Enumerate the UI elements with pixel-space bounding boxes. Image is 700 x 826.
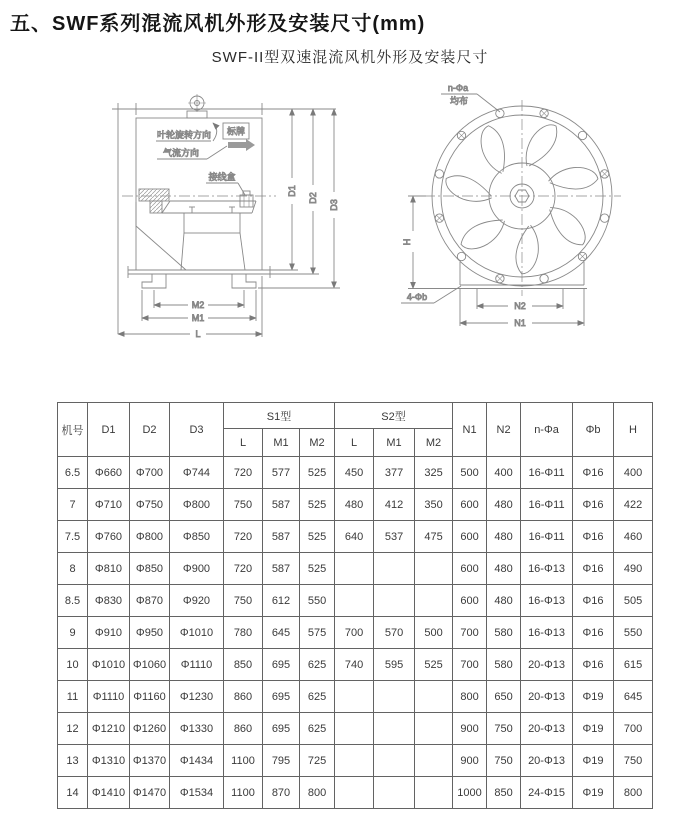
table-cell: 525 bbox=[300, 489, 335, 521]
table-cell: Φ850 bbox=[130, 553, 170, 585]
dim-line-d1 bbox=[266, 109, 298, 270]
table-cell: 860 bbox=[224, 681, 263, 713]
table-cell: 750 bbox=[487, 713, 521, 745]
table-cell: 615 bbox=[614, 649, 653, 681]
table-cell: Φ16 bbox=[573, 521, 614, 553]
table-cell: 480 bbox=[487, 585, 521, 617]
svg-text:L: L bbox=[195, 329, 201, 339]
table-cell: 725 bbox=[300, 745, 335, 777]
table-cell: Φ1434 bbox=[170, 745, 224, 777]
table-cell: 700 bbox=[335, 617, 374, 649]
table-cell bbox=[335, 713, 374, 745]
table-row bbox=[58, 649, 653, 681]
svg-text:M1: M1 bbox=[191, 313, 205, 323]
table-cell: 20-Φ13 bbox=[521, 681, 573, 713]
table-cell: 625 bbox=[300, 649, 335, 681]
table-cell: 860 bbox=[224, 713, 263, 745]
table-cell: 11 bbox=[58, 681, 88, 713]
table-cell: Φ1060 bbox=[130, 649, 170, 681]
table-cell: 750 bbox=[224, 585, 263, 617]
table-cell: Φ1010 bbox=[170, 617, 224, 649]
table-cell: 795 bbox=[263, 745, 300, 777]
col-header-s1-m1: M1 bbox=[263, 429, 300, 457]
table-cell: Φ16 bbox=[573, 489, 614, 521]
svg-text:N1: N1 bbox=[514, 318, 526, 328]
table-cell: 6.5 bbox=[58, 457, 88, 489]
table-row bbox=[58, 713, 653, 745]
table-cell: Φ830 bbox=[88, 585, 130, 617]
table-cell: 12 bbox=[58, 713, 88, 745]
table-cell: 700 bbox=[614, 713, 653, 745]
table-cell: Φ16 bbox=[573, 585, 614, 617]
table-cell: 580 bbox=[487, 649, 521, 681]
table-cell: 580 bbox=[487, 617, 521, 649]
mounting-flange bbox=[128, 266, 270, 288]
table-cell: 550 bbox=[300, 585, 335, 617]
table-cell: 587 bbox=[263, 521, 300, 553]
table-cell: Φ19 bbox=[573, 681, 614, 713]
table-cell: 870 bbox=[263, 777, 300, 809]
dim-line-m2 bbox=[154, 290, 244, 310]
table-cell: 612 bbox=[263, 585, 300, 617]
table-cell: 800 bbox=[453, 681, 487, 713]
table-row bbox=[58, 777, 653, 809]
svg-text:D3: D3 bbox=[329, 199, 339, 211]
table-cell: 24-Φ15 bbox=[521, 777, 573, 809]
table-cell: 645 bbox=[263, 617, 300, 649]
table-cell: 750 bbox=[224, 489, 263, 521]
col-group-s1: S1型 bbox=[224, 403, 335, 429]
table-cell: Φ1160 bbox=[130, 681, 170, 713]
blade bbox=[445, 169, 492, 208]
drawing-subtitle: SWF-II型双速混流风机外形及安装尺寸 bbox=[211, 49, 489, 66]
table-cell: 10 bbox=[58, 649, 88, 681]
table-cell: 900 bbox=[453, 713, 487, 745]
table-cell: 412 bbox=[374, 489, 415, 521]
table-row bbox=[58, 457, 653, 489]
table-cell: Φ1230 bbox=[170, 681, 224, 713]
table-row bbox=[58, 521, 653, 553]
front-view bbox=[401, 83, 621, 328]
table-cell: 740 bbox=[335, 649, 374, 681]
table-cell: Φ900 bbox=[170, 553, 224, 585]
table-cell: Φ1310 bbox=[88, 745, 130, 777]
table-cell bbox=[415, 681, 453, 713]
col-header-n1: N1 bbox=[453, 403, 487, 457]
table-cell: 695 bbox=[263, 649, 300, 681]
table-cell bbox=[415, 553, 453, 585]
table-cell: 16-Φ13 bbox=[521, 585, 573, 617]
col-group-s2: S2型 bbox=[335, 403, 453, 429]
junction-box bbox=[240, 191, 253, 207]
fan-technical-drawing bbox=[0, 78, 700, 378]
table-cell: Φ1534 bbox=[170, 777, 224, 809]
table-cell: 16-Φ11 bbox=[521, 521, 573, 553]
table-cell: Φ1410 bbox=[88, 777, 130, 809]
table-cell: Φ16 bbox=[573, 649, 614, 681]
table-cell: 850 bbox=[487, 777, 521, 809]
table-cell: 450 bbox=[335, 457, 374, 489]
table-cell: Φ800 bbox=[170, 489, 224, 521]
col-header-n-phi-a: n-Φa bbox=[521, 403, 573, 457]
rotation-arrow-icon bbox=[213, 123, 217, 141]
table-cell: Φ1470 bbox=[130, 777, 170, 809]
table-cell: 537 bbox=[374, 521, 415, 553]
table-cell bbox=[335, 745, 374, 777]
table-cell: 422 bbox=[614, 489, 653, 521]
table-cell: 480 bbox=[487, 489, 521, 521]
table-cell: 600 bbox=[453, 553, 487, 585]
table-cell: 850 bbox=[224, 649, 263, 681]
table-cell: Φ16 bbox=[573, 617, 614, 649]
nameplate-label: 标牌 bbox=[226, 126, 246, 137]
table-cell: 600 bbox=[453, 585, 487, 617]
table-cell bbox=[335, 553, 374, 585]
table-cell: Φ810 bbox=[88, 553, 130, 585]
table-cell: 20-Φ13 bbox=[521, 649, 573, 681]
table-body bbox=[58, 457, 653, 809]
table-cell: 625 bbox=[300, 681, 335, 713]
table-cell: 9 bbox=[58, 617, 88, 649]
table-cell: 600 bbox=[453, 521, 487, 553]
table-row bbox=[58, 617, 653, 649]
table-cell: 720 bbox=[224, 521, 263, 553]
table-row bbox=[58, 489, 653, 521]
table-cell: 780 bbox=[224, 617, 263, 649]
table-cell: Φ950 bbox=[130, 617, 170, 649]
dim-line-l bbox=[118, 276, 262, 339]
table-cell: Φ850 bbox=[170, 521, 224, 553]
table-cell bbox=[335, 681, 374, 713]
table-cell: 1100 bbox=[224, 745, 263, 777]
col-header-s2-m1: M1 bbox=[374, 429, 415, 457]
dim-line-n2 bbox=[477, 301, 563, 311]
table-cell: 16-Φ13 bbox=[521, 617, 573, 649]
table-cell: 1000 bbox=[453, 777, 487, 809]
airflow-arrow-icon bbox=[228, 139, 255, 151]
dim-line-d3 bbox=[258, 109, 340, 288]
table-cell: 550 bbox=[614, 617, 653, 649]
table-cell: 8 bbox=[58, 553, 88, 585]
col-header-s2-m2: M2 bbox=[415, 429, 453, 457]
table-cell bbox=[415, 745, 453, 777]
dim-line-h bbox=[402, 196, 458, 289]
table-cell: 650 bbox=[487, 681, 521, 713]
table-cell: 325 bbox=[415, 457, 453, 489]
table-cell: 800 bbox=[614, 777, 653, 809]
table-cell: Φ1210 bbox=[88, 713, 130, 745]
table-cell: Φ16 bbox=[573, 457, 614, 489]
table-cell: 16-Φ11 bbox=[521, 489, 573, 521]
table-cell: 625 bbox=[300, 713, 335, 745]
table-cell: Φ19 bbox=[573, 745, 614, 777]
table-cell: 577 bbox=[263, 457, 300, 489]
table-cell: 377 bbox=[374, 457, 415, 489]
blade bbox=[543, 207, 590, 246]
side-view bbox=[112, 94, 340, 339]
svg-text:M2: M2 bbox=[191, 300, 205, 310]
table-cell: 500 bbox=[415, 617, 453, 649]
svg-text:H: H bbox=[402, 238, 412, 246]
table-cell: Φ1010 bbox=[88, 649, 130, 681]
table-cell: Φ760 bbox=[88, 521, 130, 553]
table-cell: Φ1370 bbox=[130, 745, 170, 777]
motor-section bbox=[136, 189, 256, 270]
table-cell: 695 bbox=[263, 681, 300, 713]
col-header-d3: D3 bbox=[170, 403, 224, 457]
table-cell: 645 bbox=[614, 681, 653, 713]
table-cell: 525 bbox=[300, 521, 335, 553]
table-cell: Φ744 bbox=[170, 457, 224, 489]
blade bbox=[460, 208, 506, 258]
table-cell: 800 bbox=[300, 777, 335, 809]
table-cell: 750 bbox=[614, 745, 653, 777]
table-cell: 595 bbox=[374, 649, 415, 681]
table-cell: 16-Φ13 bbox=[521, 553, 573, 585]
impeller-rotation-label: 叶轮旋转方向 bbox=[156, 130, 212, 140]
table-cell: Φ19 bbox=[573, 713, 614, 745]
table-cell: 480 bbox=[487, 521, 521, 553]
table-cell: 460 bbox=[614, 521, 653, 553]
table-cell bbox=[374, 681, 415, 713]
table-cell: 20-Φ13 bbox=[521, 713, 573, 745]
table-cell: Φ920 bbox=[170, 585, 224, 617]
table-cell: 16-Φ11 bbox=[521, 457, 573, 489]
table-cell: 570 bbox=[374, 617, 415, 649]
table-cell: 400 bbox=[487, 457, 521, 489]
table-cell: 695 bbox=[263, 713, 300, 745]
table-cell: 720 bbox=[224, 457, 263, 489]
table-cell: 475 bbox=[415, 521, 453, 553]
table-cell: Φ19 bbox=[573, 777, 614, 809]
table-cell: 350 bbox=[415, 489, 453, 521]
blade bbox=[504, 225, 550, 275]
table-cell: 20-Φ13 bbox=[521, 745, 573, 777]
table-cell: Φ16 bbox=[573, 553, 614, 585]
col-header-phi-b: Φb bbox=[573, 403, 614, 457]
table-cell: 587 bbox=[263, 553, 300, 585]
table-cell: Φ660 bbox=[88, 457, 130, 489]
svg-text:D2: D2 bbox=[308, 192, 318, 204]
table-cell: 587 bbox=[263, 489, 300, 521]
svg-text:N2: N2 bbox=[514, 301, 526, 311]
svg-text:D1: D1 bbox=[287, 185, 297, 197]
col-header-h: H bbox=[614, 403, 653, 457]
col-header-s2-l: L bbox=[335, 429, 374, 457]
table-cell bbox=[415, 777, 453, 809]
blade bbox=[526, 125, 557, 166]
table-cell: 8.5 bbox=[58, 585, 88, 617]
table-cell: 525 bbox=[300, 457, 335, 489]
table-cell: 700 bbox=[453, 617, 487, 649]
table-cell: Φ870 bbox=[130, 585, 170, 617]
table-cell: Φ1110 bbox=[170, 649, 224, 681]
table-cell bbox=[415, 585, 453, 617]
table-cell bbox=[374, 585, 415, 617]
table-cell: 525 bbox=[415, 649, 453, 681]
table-cell bbox=[335, 777, 374, 809]
table-cell: Φ1260 bbox=[130, 713, 170, 745]
table-cell: 525 bbox=[300, 553, 335, 585]
table-cell: 600 bbox=[453, 489, 487, 521]
table-cell: 720 bbox=[224, 553, 263, 585]
table-cell: Φ1330 bbox=[170, 713, 224, 745]
airflow-label: 气流方向 bbox=[162, 148, 200, 158]
col-header-d2: D2 bbox=[130, 403, 170, 457]
page-title: 五、SWF系列混流风机外形及安装尺寸(mm) bbox=[10, 13, 426, 35]
table-cell: 400 bbox=[614, 457, 653, 489]
bolt-pattern-note: 均布 bbox=[449, 96, 469, 106]
table-cell: Φ750 bbox=[130, 489, 170, 521]
table-cell bbox=[335, 585, 374, 617]
table-cell: 490 bbox=[614, 553, 653, 585]
table-cell: 1100 bbox=[224, 777, 263, 809]
table-cell: 7 bbox=[58, 489, 88, 521]
table-cell bbox=[374, 553, 415, 585]
table-cell bbox=[374, 745, 415, 777]
col-header-s1-l: L bbox=[224, 429, 263, 457]
junction-box-label: 接线盒 bbox=[208, 172, 236, 182]
table-cell bbox=[374, 777, 415, 809]
table-cell: 13 bbox=[58, 745, 88, 777]
table-cell: 7.5 bbox=[58, 521, 88, 553]
table-cell: 500 bbox=[453, 457, 487, 489]
blade bbox=[548, 155, 599, 205]
table-cell: 14 bbox=[58, 777, 88, 809]
lifting-eye bbox=[187, 94, 207, 118]
table-row bbox=[58, 745, 653, 777]
table-cell: Φ1110 bbox=[88, 681, 130, 713]
col-header-d1: D1 bbox=[88, 403, 130, 457]
table-cell: 750 bbox=[487, 745, 521, 777]
table-cell bbox=[415, 713, 453, 745]
blade bbox=[469, 124, 520, 174]
col-header-s1-m2: M2 bbox=[300, 429, 335, 457]
table-cell bbox=[374, 713, 415, 745]
table-cell: 640 bbox=[335, 521, 374, 553]
table-cell: 480 bbox=[335, 489, 374, 521]
bolt-pattern-label: n-Φa bbox=[447, 83, 469, 93]
table-cell: 480 bbox=[487, 553, 521, 585]
table-cell: Φ710 bbox=[88, 489, 130, 521]
col-header-n2: N2 bbox=[487, 403, 521, 457]
table-cell: 700 bbox=[453, 649, 487, 681]
table-cell: 505 bbox=[614, 585, 653, 617]
table-row bbox=[58, 585, 653, 617]
dimension-table bbox=[57, 402, 653, 809]
table-cell: 900 bbox=[453, 745, 487, 777]
table-cell: 575 bbox=[300, 617, 335, 649]
table-cell: Φ800 bbox=[130, 521, 170, 553]
table-cell: Φ910 bbox=[88, 617, 130, 649]
col-header-machine-no: 机号 bbox=[58, 403, 88, 457]
table-row bbox=[58, 553, 653, 585]
foot-bolt-label: 4-Φb bbox=[406, 292, 428, 302]
table-cell: Φ700 bbox=[130, 457, 170, 489]
table-row bbox=[58, 681, 653, 713]
